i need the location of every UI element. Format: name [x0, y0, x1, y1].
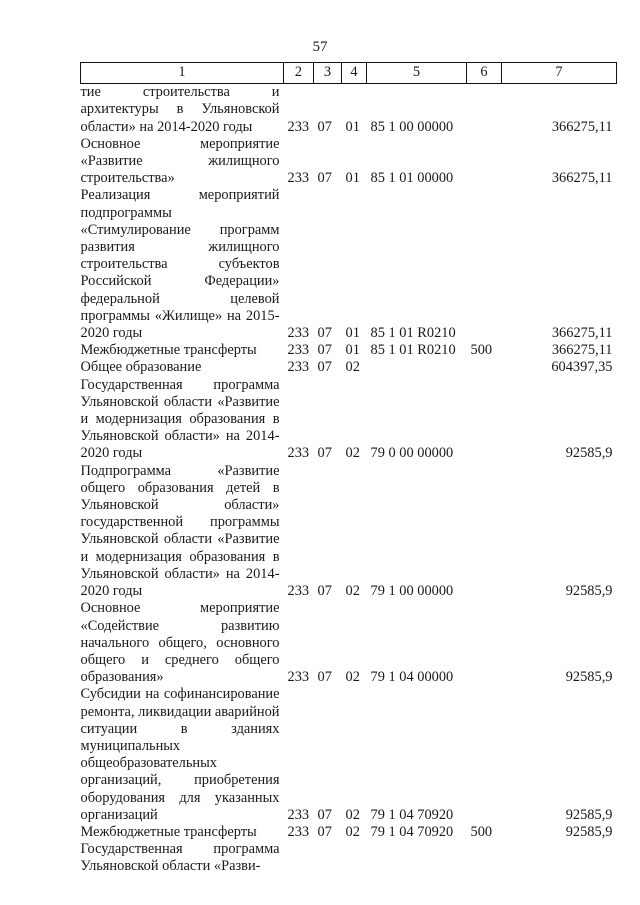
- amount: 92585,9: [565, 669, 613, 686]
- amount: 604397,35: [551, 359, 613, 376]
- column-header: 6: [467, 63, 502, 84]
- ministry-code: 233: [287, 445, 310, 462]
- table-row: [81, 187, 617, 342]
- target-article-code: 79 1 00 00000: [370, 583, 454, 600]
- amount: 366275,11: [551, 325, 613, 342]
- ministry-code: 233: [287, 823, 310, 840]
- target-article-code: [367, 841, 467, 875]
- subsection-code: 01: [345, 118, 360, 135]
- target-article-code: 85 1 00 00000: [370, 118, 454, 135]
- target-article-code: 85 1 01 R0210: [370, 325, 456, 342]
- subsection-code: 02: [345, 583, 360, 600]
- column-header: 2: [284, 63, 314, 84]
- subsection-code: 02: [345, 669, 360, 686]
- section-code: 07: [317, 445, 332, 462]
- amount: 92585,9: [565, 583, 613, 600]
- expense-type-code: [467, 463, 502, 601]
- section-code: 07: [317, 806, 332, 823]
- table-header-row: [81, 63, 617, 84]
- amount: 92585,9: [565, 806, 613, 823]
- row-name: Субсидии на софинансирование ремонта, ликвидации аварийной ситуации в зданиях муниципальных общеобразовательных организаций, приобретения оборудования для указанных организаций: [80, 686, 280, 823]
- ministry-code: 233: [287, 342, 310, 359]
- row-name: Основное мероприятие «Содействие развитию начального общего, основного общего и среднего общего образования»: [80, 600, 280, 686]
- page-number: 57: [312, 39, 328, 55]
- row-name: Государственная программа Ульяновской области «Развитие и модернизация образования в Ульяновской области» на 2014-2020 годы: [80, 376, 280, 462]
- row-name: Государственная программа Ульяновской области «Разви-: [80, 841, 280, 875]
- section-code: 07: [317, 823, 332, 840]
- expense-type-code: [467, 686, 502, 824]
- table-row: [81, 342, 617, 359]
- target-article-code: [367, 359, 467, 376]
- table-row: [81, 359, 617, 376]
- expense-type-code: [467, 84, 502, 136]
- table-row: [81, 463, 617, 601]
- section-code: 07: [317, 342, 332, 359]
- row-name: Подпрограмма «Развитие общего образования детей в Ульяновской области» государственной программы Ульяновской области «Развитие и модернизация образования в Ульяновской области» на 2014-2020 годы: [80, 462, 280, 600]
- target-article-code: 85 1 01 00000: [370, 170, 454, 187]
- subsection-code: 01: [345, 325, 360, 342]
- table-row: [81, 686, 617, 824]
- subsection-code: 02: [345, 823, 360, 840]
- table-row: [81, 84, 617, 136]
- row-name: Общее образование: [80, 359, 202, 376]
- ministry-code: 233: [287, 325, 310, 342]
- budget-table: [80, 62, 617, 876]
- amount: [502, 841, 617, 875]
- ministry-code: 233: [287, 669, 310, 686]
- target-article-code: 79 1 04 70920: [370, 823, 454, 840]
- row-name: Основное мероприятие «Развитие жилищного строительства»: [80, 135, 280, 187]
- subsection-code: 01: [345, 342, 360, 359]
- column-header: 3: [314, 63, 342, 84]
- column-header: 7: [502, 63, 617, 84]
- table-row: [81, 824, 617, 841]
- section-code: 07: [317, 170, 332, 187]
- table-row: [81, 377, 617, 463]
- ministry-code: 233: [287, 359, 310, 376]
- subsection-code: 02: [345, 445, 360, 462]
- target-article-code: 79 0 00 00000: [370, 445, 454, 462]
- section-code: 07: [317, 359, 332, 376]
- amount: 366275,11: [551, 342, 613, 359]
- row-name: Реализация мероприятий подпрограммы «Стимулирование программ развития жилищного строительства субъектов Российской Федерации» федеральной целевой программы «Жилище» на 2015-2020 годы: [80, 187, 280, 342]
- amount: 366275,11: [551, 118, 613, 135]
- expense-type-code: 500: [470, 342, 493, 359]
- table-row: [81, 841, 617, 875]
- ministry-code: 233: [287, 170, 310, 187]
- expense-type-code: [467, 136, 502, 188]
- amount: 366275,11: [551, 170, 613, 187]
- row-name: Межбюджетные трансферты: [80, 823, 257, 840]
- ministry-code: [284, 841, 314, 875]
- amount: 92585,9: [565, 445, 613, 462]
- expense-type-code: 500: [470, 823, 493, 840]
- ministry-code: 233: [287, 806, 310, 823]
- column-header: 4: [342, 63, 367, 84]
- table-row: [81, 136, 617, 188]
- target-article-code: 79 1 04 00000: [370, 669, 454, 686]
- ministry-code: 233: [287, 583, 310, 600]
- section-code: 07: [317, 325, 332, 342]
- target-article-code: 85 1 01 R0210: [370, 342, 456, 359]
- expense-type-code: [467, 377, 502, 463]
- ministry-code: 233: [287, 118, 310, 135]
- table-row: [81, 600, 617, 686]
- row-name: тие строительства и архитектуры в Ульяновской области» на 2014-2020 годы: [80, 84, 280, 135]
- subsection-code: 01: [345, 170, 360, 187]
- expense-type-code: [467, 841, 502, 875]
- subsection-code: 02: [345, 359, 360, 376]
- section-code: 07: [317, 583, 332, 600]
- amount: 92585,9: [565, 823, 613, 840]
- subsection-code: 02: [345, 806, 360, 823]
- column-header: 1: [81, 63, 284, 84]
- section-code: 07: [317, 669, 332, 686]
- column-header: 5: [367, 63, 467, 84]
- row-name: Межбюджетные трансферты: [80, 342, 257, 359]
- expense-type-code: [467, 359, 502, 376]
- expense-type-code: [467, 187, 502, 342]
- expense-type-code: [467, 600, 502, 686]
- subsection-code: [342, 841, 367, 875]
- section-code: [314, 841, 342, 875]
- target-article-code: 79 1 04 70920: [370, 806, 454, 823]
- section-code: 07: [317, 118, 332, 135]
